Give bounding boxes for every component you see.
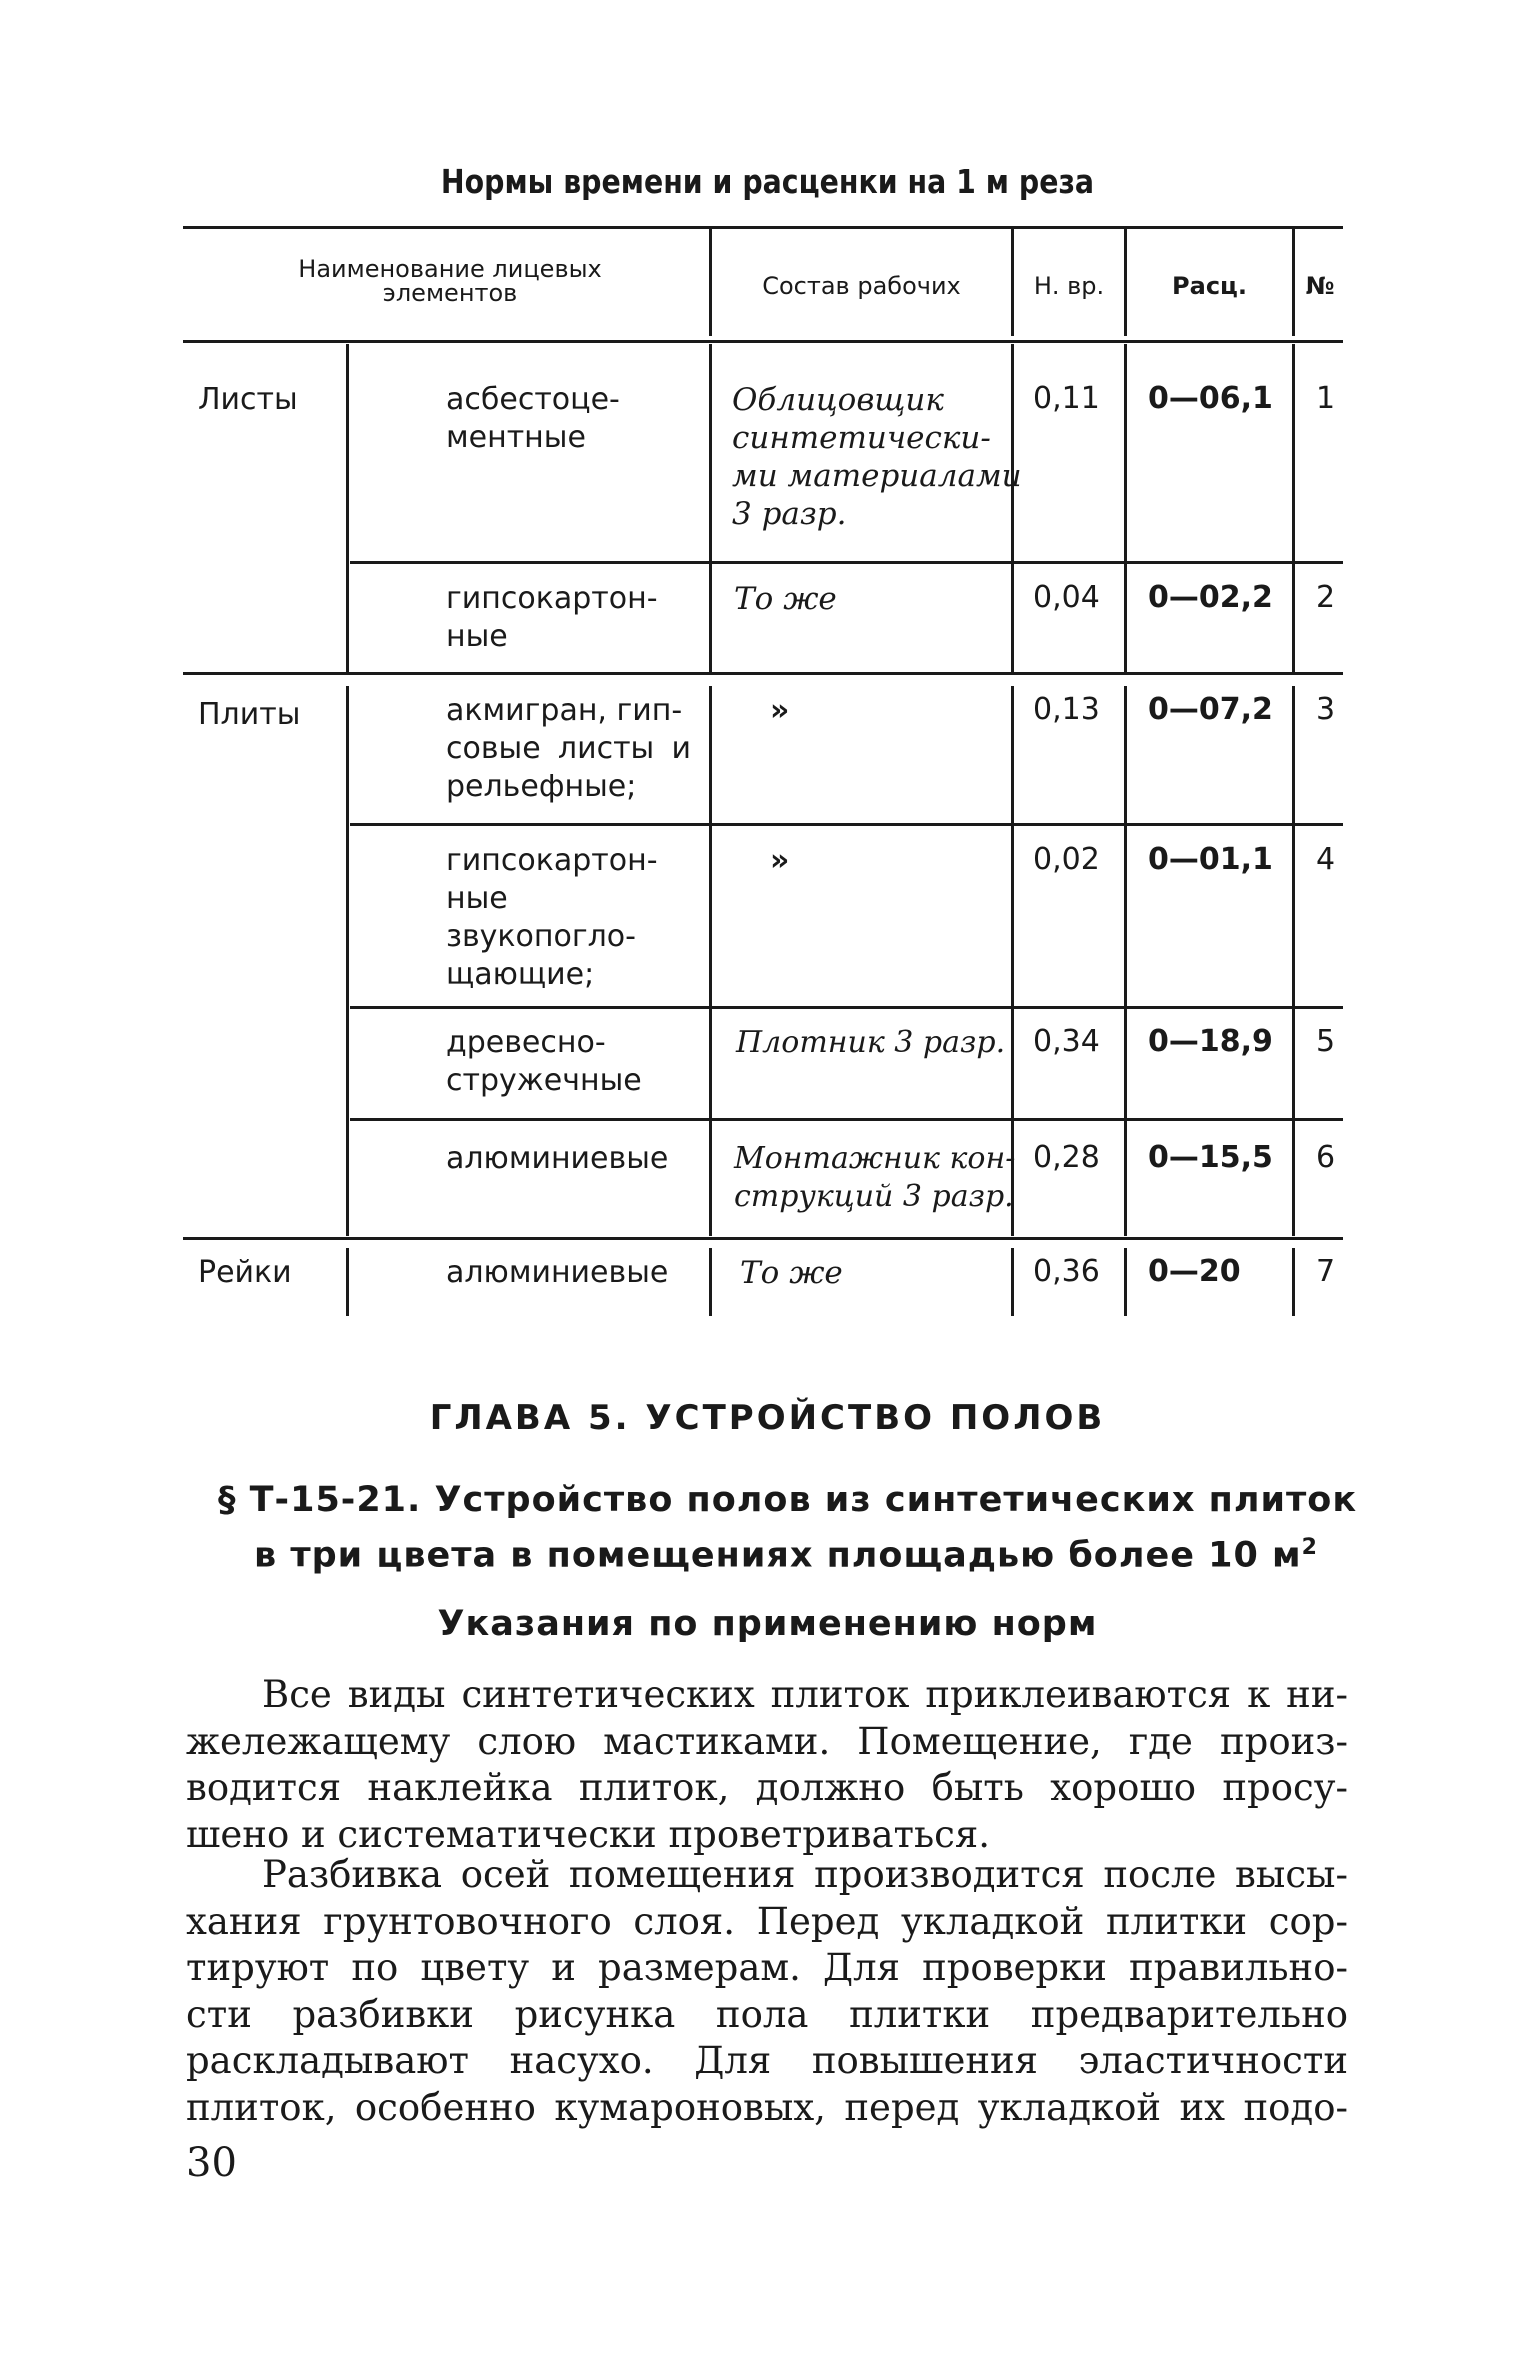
- group-col-rule: [346, 344, 349, 672]
- row-2-element: гипсокартон- ные: [446, 581, 658, 654]
- row-5-element: древесно- стружечные: [446, 1025, 642, 1098]
- row-6-rate: 0—15,5: [1148, 1140, 1273, 1175]
- row-4-rate: 0—01,1: [1148, 842, 1273, 877]
- header-no: №: [1305, 272, 1335, 300]
- row-rule: [350, 1118, 1343, 1121]
- paragraph-2: Разбивка осей помещения производится после высы- хания грунтовочного слоя. Перед укладкой плитки сор- тируют по цвету и размерам. Для проверки правильно- сти разбивки рисунка пола плитки предварительно раскладывают насухо. Для повышения эластичности плиток, особенно кумароновых, перед укладкой их подо-: [186, 1853, 1348, 2129]
- row-rule: [350, 561, 1343, 564]
- row-1-no: 1: [1316, 381, 1336, 416]
- row-6-no: 6: [1316, 1140, 1336, 1175]
- row-1-element: асбестоце- ментные: [446, 382, 620, 455]
- row-5-rate: 0—18,9: [1148, 1024, 1273, 1059]
- section-title: § Т-15-21. Устройство полов из синтетических плиток в три цвета в помещениях площадью более 10 $м^2$: [218, 1480, 1358, 1576]
- row-3-rate: 0—07,2: [1148, 692, 1273, 727]
- header-rate: Расц.: [1172, 272, 1247, 300]
- subsection-title: Указания по применению норм: [437, 1604, 1098, 1644]
- row-6-time: 0,28: [1033, 1140, 1100, 1175]
- row-2-rate: 0—02,2: [1148, 580, 1273, 615]
- group-rule: [183, 1237, 1343, 1240]
- row-6-crew: Монтажник кон- струкций 3 разр.: [734, 1141, 1016, 1214]
- col-rule: [1292, 1248, 1295, 1316]
- row-3-no: 3: [1316, 692, 1336, 727]
- header-time: Н. вр.: [1033, 272, 1105, 300]
- col-rule: [1292, 344, 1295, 672]
- col-rule: [1124, 686, 1127, 1236]
- col-rule: [709, 686, 712, 1236]
- row-5-time: 0,34: [1033, 1024, 1100, 1059]
- group-col-rule: [346, 1248, 349, 1316]
- row-2-time: 0,04: [1033, 580, 1100, 615]
- header-crew: Состав рабочих: [762, 272, 961, 300]
- header-bottom-rule: [183, 340, 1343, 343]
- row-4-time: 0,02: [1033, 842, 1100, 877]
- row-3-element: акмигран, гип- совые листы и рельефные;: [446, 693, 691, 804]
- table-top-rule: [183, 226, 1343, 229]
- col-rule: [1011, 1248, 1014, 1316]
- group-col-rule: [346, 686, 349, 1236]
- row-7-element: алюминиевые: [446, 1255, 669, 1290]
- group-label-panels: Плиты: [198, 697, 301, 732]
- row-4-crew: »: [770, 843, 790, 878]
- col-rule: [709, 344, 712, 672]
- row-4-no: 4: [1316, 842, 1336, 877]
- row-4-element: гипсокартон- ные звукопогло- щающие;: [446, 843, 658, 992]
- group-label-slats: Рейки: [198, 1255, 292, 1290]
- group-rule: [183, 672, 1343, 675]
- row-rule: [350, 1006, 1343, 1009]
- row-7-crew: То же: [740, 1255, 843, 1291]
- paragraph-1: Все виды синтетических плиток приклеиваются к ни- жележащему слою мастиками. Помещение, где произ- водится наклейка плиток, должно быть хорошо просу- шено и систематически проветриваться.: [186, 1673, 1348, 1856]
- col-rule: [709, 1248, 712, 1316]
- row-7-rate: 0—20: [1148, 1254, 1241, 1289]
- row-3-crew: »: [770, 693, 790, 728]
- row-1-crew: Облицовщик синтетически- ми материалами 3 разр.: [732, 382, 1022, 532]
- row-6-element: алюминиевые: [446, 1141, 669, 1176]
- col-rule: [1124, 1248, 1127, 1316]
- chapter-heading: ГЛАВА 5. УСТРОЙСТВО ПОЛОВ: [429, 1398, 1106, 1438]
- row-5-no: 5: [1316, 1024, 1336, 1059]
- row-1-rate: 0—06,1: [1148, 381, 1273, 416]
- header-element-name: Наименование лицевых элементов: [298, 255, 602, 307]
- row-rule: [350, 823, 1343, 826]
- row-2-crew: То же: [734, 581, 837, 617]
- col-rule: [1124, 344, 1127, 672]
- page-number: 30: [186, 2140, 237, 2186]
- table-title: Нормы времени и расценки на 1 м реза: [440, 162, 1095, 201]
- row-1-time: 0,11: [1033, 381, 1100, 416]
- row-7-time: 0,36: [1033, 1254, 1100, 1289]
- row-2-no: 2: [1316, 580, 1336, 615]
- row-5-crew: Плотник 3 разр.: [736, 1025, 1006, 1060]
- row-7-no: 7: [1316, 1254, 1336, 1289]
- group-label-sheets: Листы: [198, 382, 298, 417]
- col-rule: [1292, 686, 1295, 1236]
- row-3-time: 0,13: [1033, 692, 1100, 727]
